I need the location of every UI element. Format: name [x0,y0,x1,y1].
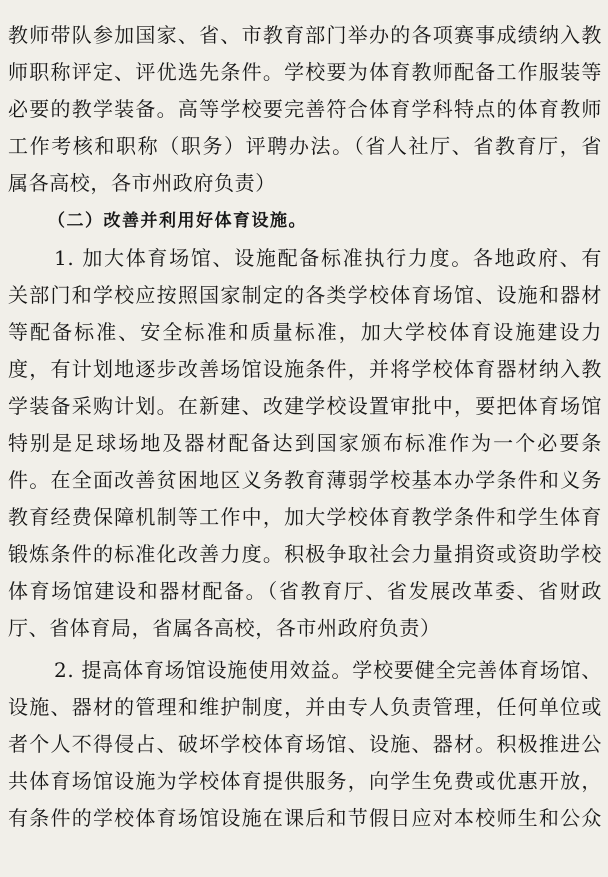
text-line: 学装备采购计划。在新建、改建学校设置审批中，要把体育场馆 [8,394,602,418]
text-line: 工作考核和职称（职务）评聘办法。（省人社厅、省教育厅，省 [8,134,602,158]
text-line: 锻炼条件的标准化改善力度。积极争取社会力量捐资或资助学校 [8,542,602,566]
text-line: 教师带队参加国家、省、市教育部门举办的各项赛事成绩纳入教 [8,23,602,47]
text-line: 等配备标准、安全标准和质量标准，加大学校体育设施建设力 [8,320,602,344]
text-line: 件。在全面改善贫困地区义务教育薄弱学校基本办学条件和义务 [8,468,602,492]
text-line: 教育经费保障机制等工作中，加大学校体育教学条件和学生体育 [8,505,602,529]
text-line: 共体育场馆设施为学校体育提供服务，向学生免费或优惠开放， [8,769,602,793]
item-heading: 2. 提高体育场馆设施使用效益。学校要健全完善体育场馆、 [54,658,602,682]
text-line: 设施、器材的管理和维护制度，并由专人负责管理，任何单位或 [8,695,602,719]
text-line: 属各高校，各市州政府负责） [8,171,276,195]
text-line: 体育场馆建设和器材配备。（省教育厅、省发展改革委、省财政 [8,579,602,603]
section-heading: （二）改善并利用好体育设施。 [48,211,307,231]
text-line: 特别是足球场地及器材配备达到国家颁布标准作为一个必要条 [8,431,602,455]
text-line: 必要的教学装备。高等学校要完善符合体育学科特点的体育教师 [8,97,602,121]
item-heading: 1. 加大体育场馆、设施配备标准执行力度。各地政府、有 [54,246,602,270]
text-line: 关部门和学校应按照国家制定的各类学校体育场馆、设施和器材 [8,283,602,307]
text-line: 师职称评定、评优选先条件。学校要为体育教师配备工作服装等 [8,60,602,84]
text-line: 厅、省体育局，省属各高校，各市州政府负责） [8,616,441,640]
text-line: 者个人不得侵占、破坏学校体育场馆、设施、器材。积极推进公 [8,732,602,756]
text-line: 度，有计划地逐步改善场馆设施条件，并将学校体育器材纳入教 [8,357,602,381]
text-line: 有条件的学校体育场馆设施在课后和节假日应对本校师生和公众 [8,806,602,830]
